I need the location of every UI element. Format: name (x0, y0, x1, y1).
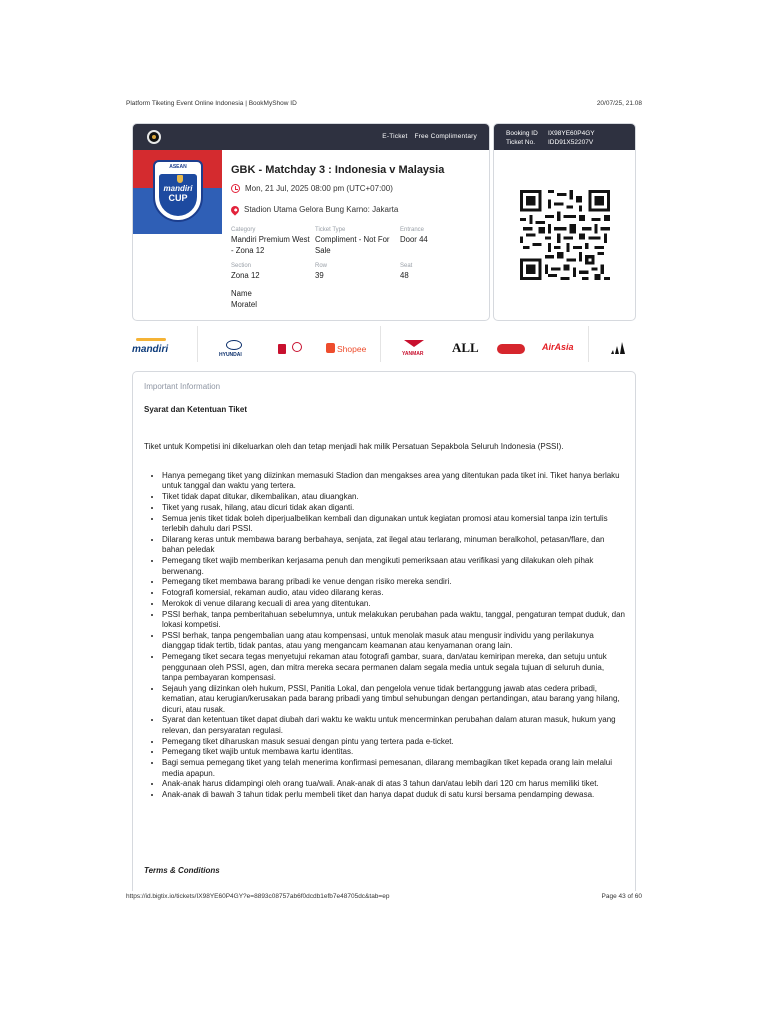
event-datetime: Mon, 21 Jul, 2025 08:00 pm (UTC+07:00) (245, 184, 393, 193)
list-item: • Semua jenis tiket tidak boleh diperjualbelikan kembali dan digunakan untuk kegiatan promosi atau komersial tanpa izin tertulis terlebih dahulu dari PSSI. (162, 514, 626, 535)
event-logo-panel (133, 150, 222, 234)
location-pin-icon (229, 204, 240, 215)
ticket-type-label: Ticket Type (315, 227, 346, 233)
important-information-panel (132, 371, 636, 891)
entrance-label: Entrance (400, 227, 425, 233)
list-item: • PSSI berhak, tanpa pengembalian uang atau kompensasi, untuk menolak masuk atau mengusir individu yang perilakunya dianggap tidak tertib, tidak pantas, atau yang mengancam keamanan atau kenyamanan orang lain. (162, 631, 626, 652)
print-header (126, 100, 642, 112)
terms-list (162, 471, 626, 801)
print-footer-page: Page 43 of 60 (601, 893, 642, 900)
list-item: • Anak-anak di bawah 3 tahun tidak perlu membeli tiket dan hanya dapat duduk di satu kursi bersama pendamping dewasa. (162, 790, 626, 800)
list-item: • Merokok di venue dilarang kecuali di area yang ditentukan. (162, 599, 626, 609)
trophy-icon (177, 175, 183, 183)
event-datetime-row (231, 184, 393, 193)
list-item: • Fotografi komersial, rekaman audio, atau video dilarang keras. (162, 588, 626, 598)
yanmar-emblem-icon (404, 340, 424, 347)
logo-text-mandiri: mandiri (163, 184, 193, 193)
important-information-header: Important Information (144, 382, 221, 391)
entrance-field (400, 227, 480, 246)
mandiri-logo-icon: mandiri (132, 344, 169, 355)
list-item: • Sejauh yang diizinkan oleh hukum, PSSI, Panitia Lokal, dan pengelola venue tidak bertanggung jawab atas cedera pribadi, kematian, atau kerugian/kerusakan pada barang pribadi yang timbul sehubungan dengan pertandingan, atau barang yang hilang, dicuri, atau rusak. (162, 684, 626, 715)
section-field (231, 263, 260, 282)
row-label: Row (315, 263, 328, 269)
hyundai-logo-icon: HYUNDAI (219, 352, 242, 358)
ticket-topbar (133, 124, 489, 150)
category-label: Category (231, 227, 256, 233)
list-item: • Bagi semua pemegang tiket yang telah menerima konfirmasi pemesanan, dilarang membagikan tiket kepada orang lain melalui media apapun. (162, 758, 626, 779)
print-footer (126, 893, 642, 905)
clock-icon (231, 184, 240, 193)
list-item: • Pemegang tiket wajib untuk membawa kartu identitas. (162, 747, 626, 757)
ticket-type-field (315, 227, 397, 256)
print-header-datetime: 20/07/25, 21.08 (596, 100, 642, 107)
yanmar-logo-icon: YANMAR (402, 351, 424, 357)
kopiko-logo-icon (497, 344, 525, 354)
section-value: Zona 12 (231, 271, 260, 280)
row-field (315, 263, 327, 282)
list-item: • Pemegang tiket secara tegas menyetujui rekaman atau fotografi gambar, suara, dan/atau kemiripan mereka, dan setuju untuk penggunaan oleh PSSI, agen, dan mitra mereka secara permanen dalam segala media untuk segala tujuan di seluruh dunia, tanpa pembayaran kompensasi. (162, 652, 626, 683)
list-item: • PSSI berhak, tanpa pemberitahuan sebelumnya, untuk melakukan perubahan pada waktu, tanggal, pengaturan tempat duduk, dan lokasi kompetisi. (162, 610, 626, 631)
adidas-logo-icon (610, 342, 626, 354)
logo-text-asean: ASEAN (169, 164, 187, 170)
list-item: • Syarat dan ketentuan tiket dapat diubah dari waktu ke waktu untuk mencerminkan perubahan dalam aturan masuk, hukum yang relevan, dan persyaratan regulasi. (162, 715, 626, 736)
list-item: • Pemegang tiket diharuskan masuk sesuai dengan pintu yang tertera pada e-ticket. (162, 737, 626, 747)
name-value: Moratel (231, 299, 257, 309)
booking-id-value: IX98YE60P4GY (548, 130, 595, 137)
category-field (231, 227, 311, 256)
list-item: • Dilarang keras untuk membawa barang berbahaya, senjata, zat ilegal atau terlarang, minuman beralkohol, petasan/flare, dan bahan peledak (162, 535, 626, 556)
print-footer-url[interactable]: https://id.bigtix.io/tickets/IX98YE60P4GY?e=8893c08757ab6f0dcdb1efb7e48705dc&tab=ep (126, 893, 390, 900)
all-accor-logo-icon: ALL (452, 340, 479, 355)
afc-logo-icon (147, 130, 161, 144)
list-item: • Anak-anak harus didampingi oleh orang tua/wali. Anak-anak di atas 3 tahun dan/atau lebih dari 120 cm harus memiliki tiket. (162, 779, 626, 789)
category-value: Mandiri Premium West - Zona 12 (231, 235, 310, 255)
shopee-bag-icon (326, 343, 335, 353)
name-field (231, 289, 257, 310)
seat-field (400, 263, 412, 282)
ticket-no-value: IDD91X52207V (548, 139, 594, 146)
event-title: GBK - Matchday 3 : Indonesia v Malaysia (231, 164, 445, 176)
list-item: • Hanya pemegang tiket yang diizinkan memasuki Stadion dan mengakses area yang ditentukan pada tiket ini. Tiket hanya berlaku untuk tanggal dan waktu yang tertera. (162, 471, 626, 492)
eticket-label: E-Ticket (382, 133, 408, 140)
msig-logo-icon (278, 344, 286, 354)
logo-text-cup: CUP (168, 193, 188, 203)
airasia-logo-icon: AirAsia (542, 342, 574, 352)
eticket-type: Free Complimentary (414, 133, 477, 140)
terms-intro: Tiket untuk Kompetisi ini dikeluarkan oleh dan tetap menjadi hak milik Persatuan Sepakbola Seluruh Indonesia (PSSI). (144, 442, 564, 451)
terms-conditions-heading: Terms & Conditions (144, 866, 220, 875)
event-venue-row (231, 205, 398, 214)
entrance-value: Door 44 (400, 235, 428, 244)
ticket-type-value: Compliment - Not For Sale (315, 235, 390, 255)
list-item: • Tiket yang rusak, hilang, atau dicuri tidak akan diganti. (162, 503, 626, 513)
event-venue: Stadion Utama Gelora Bung Karno: Jakarta (244, 205, 399, 214)
qr-code-icon (518, 190, 612, 280)
terms-subheader: Syarat dan Ketentuan Tiket (144, 405, 247, 414)
booking-id-label: Booking ID (506, 130, 538, 137)
print-header-title: Platform Tiketing Event Online Indonesia | BookMyShow ID (126, 100, 297, 107)
ticket-card (132, 123, 490, 321)
booking-topbar (494, 124, 635, 150)
list-item: • Tiket tidak dapat ditukar, dikembalikan, atau diuangkan. (162, 492, 626, 502)
asean-mandiri-cup-logo-icon (153, 160, 203, 222)
row-value: 39 (315, 271, 324, 280)
shopee-logo-icon: Shopee (337, 344, 367, 354)
partner-emblem-icon (292, 342, 302, 352)
name-label: Name (231, 289, 252, 298)
seat-label: Seat (400, 263, 413, 269)
sponsor-strip (126, 322, 636, 366)
list-item: • Pemegang tiket membawa barang pribadi ke venue dengan risiko mereka sendiri. (162, 577, 626, 587)
booking-card (493, 123, 636, 321)
list-item: • Pemegang tiket wajib memberikan kerjasama penuh dan mengikuti pemeriksaan atau verifikasi yang dilakukan oleh pihak berwenang. (162, 556, 626, 577)
section-label: Section (231, 263, 252, 269)
seat-value: 48 (400, 271, 409, 280)
hyundai-emblem-icon (226, 340, 242, 350)
ticket-no-label: Ticket No. (506, 139, 536, 146)
